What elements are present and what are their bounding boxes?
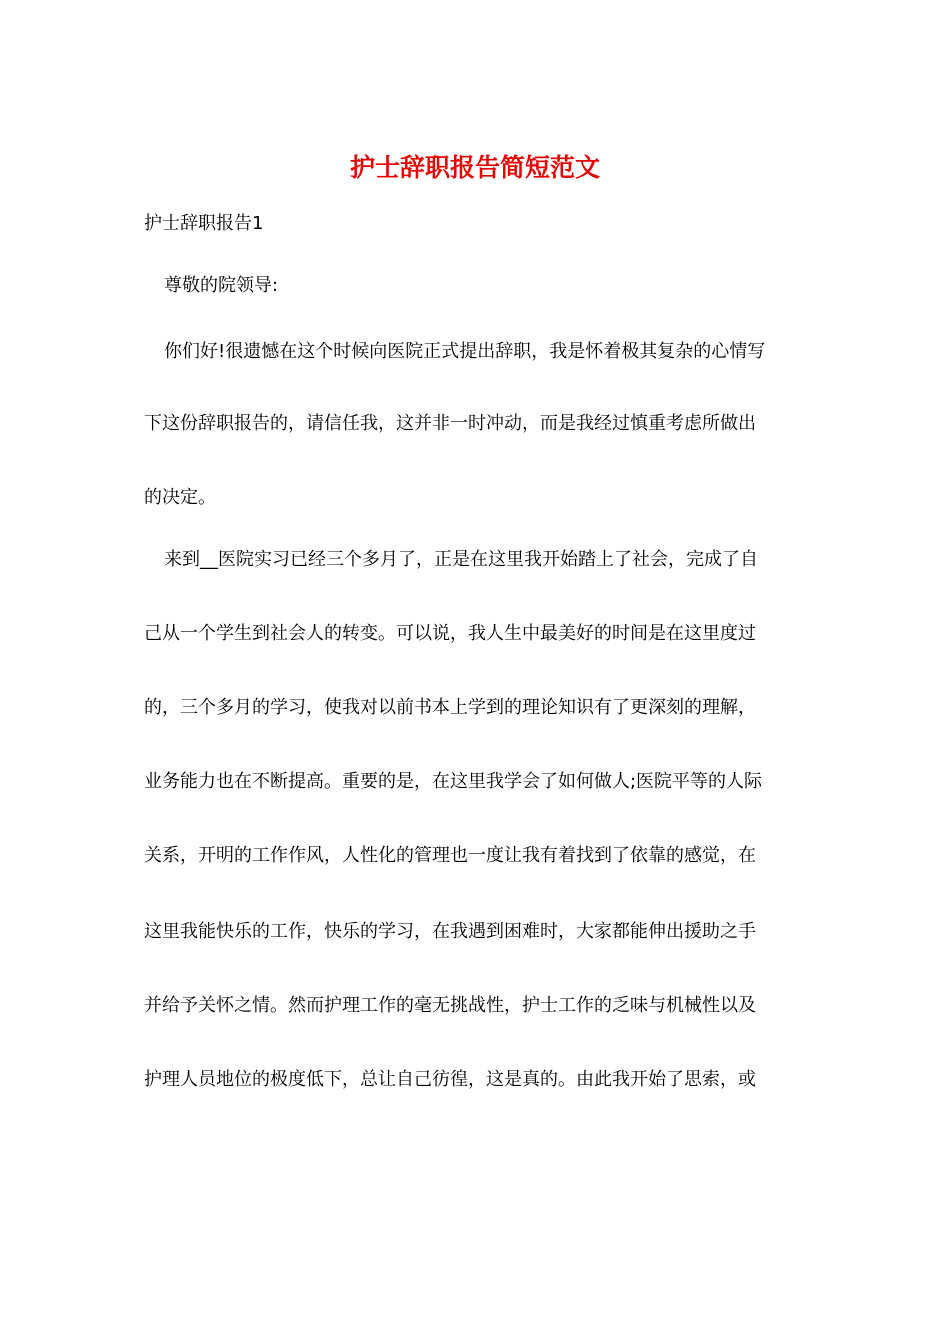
paragraph-1-line-3: 的决定。 (144, 487, 216, 508)
paragraph-2-line-7: 并给予关怀之情。然而护理工作的毫无挑战性，护士工作的乏味与机械性以及 (144, 995, 756, 1016)
paragraph-2-line-8: 护理人员地位的极度低下，总让自己彷徨，这是真的。由此我开始了思索，或 (144, 1069, 756, 1090)
paragraph-2-line-3: 的，三个多月的学习，使我对以前书本上学到的理论知识有了更深刻的理解， (144, 697, 756, 718)
paragraph-1-line-2: 下这份辞职报告的，请信任我，这并非一时冲动，而是我经过慎重考虑所做出 (144, 413, 756, 434)
salutation: 尊敬的院领导: (164, 275, 279, 296)
paragraph-2-line-6: 这里我能快乐的工作，快乐的学习，在我遇到困难时，大家都能伸出援助之手 (144, 921, 756, 942)
paragraph-2-line-4: 业务能力也在不断提高。重要的是，在这里我学会了如何做人;医院平等的人际 (144, 771, 763, 792)
paragraph-2-line-1: 来到__医院实习已经三个多月了，正是在这里我开始踏上了社会，完成了自 (164, 549, 758, 570)
paragraph-2-line-2: 己从一个学生到社会人的转变。可以说，我人生中最美好的时间是在这里度过 (144, 623, 756, 644)
document-title: 护士辞职报告简短范文 (349, 153, 600, 182)
paragraph-2-line-5: 关系，开明的工作作风，人性化的管理也一度让我有着找到了依靠的感觉，在 (144, 845, 756, 866)
section-heading: 护士辞职报告1 (144, 213, 264, 234)
paragraph-1-line-1: 你们好!很遗憾在这个时候向医院正式提出辞职，我是怀着极其复杂的心情写 (164, 341, 766, 362)
